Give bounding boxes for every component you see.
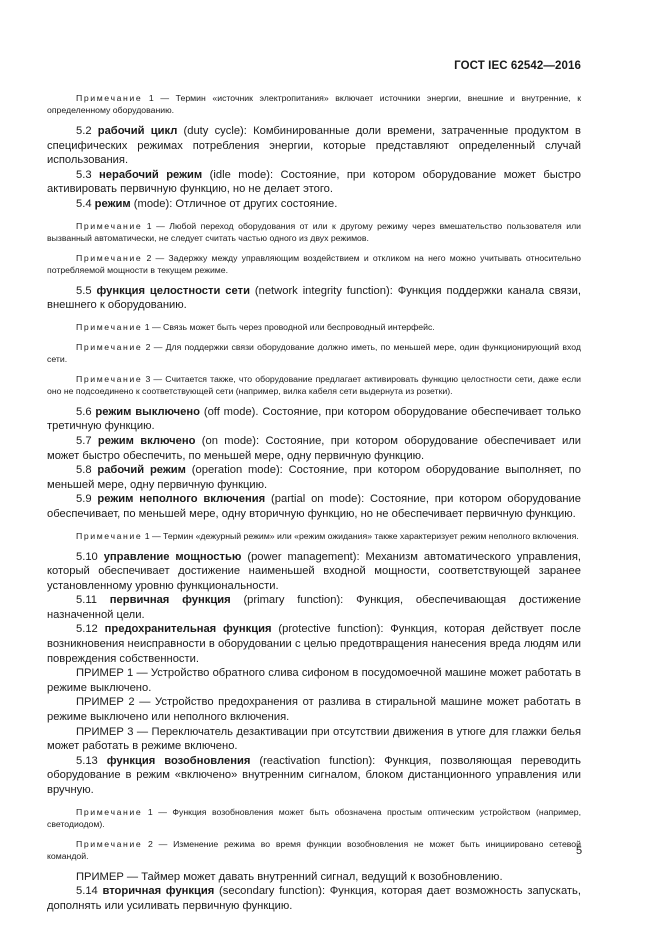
page-number: 5 xyxy=(576,845,583,857)
term-name: функция целостности сети xyxy=(96,284,250,297)
text-paragraph xyxy=(47,197,581,212)
text-run: 2 — Для поддержки связи оборудование должно иметь, по меньшей мере, один функционирующий вход сети. xyxy=(47,341,581,364)
text-run: (power management): Механизм автоматического управления, который обеспечивает достижение наименьшей входной мощности, соответствующей заранее установленному уровню функциональности. xyxy=(47,550,581,592)
text-run: (primary function): Функция, обеспечивающая достижение назначенной цели. xyxy=(47,594,581,621)
term-name: предохранительная функция xyxy=(104,623,272,636)
text-run: (protective function): Функция, которая действует после возникновения неисправности в оборудовании с целью предотвращения нанесения вреда людям или повреждения собственности. xyxy=(47,623,582,665)
term-name: режим включено xyxy=(97,434,196,447)
text-run: 3 — Считается также, что оборудование предлагает активировать функцию целостности сети, даже если оно не подсоединено к соответствующей сети (например, вилка кабеля сети выдернута из розетки). xyxy=(47,373,581,396)
text-run: ПРИМЕР 3 — Переключатель дезактивации при отсутствии движения в утюге для глажки белья может работать в режиме включено. xyxy=(47,725,581,753)
text-run: (reactivation function): Функция, позволяющая переводить оборудование в режим «включено» внутренним сигналом, блоком дистанционного управления или вручную. xyxy=(47,754,581,796)
text-run: 5.10 xyxy=(76,550,104,563)
standard-header: ГОСТ IEC 62542—2016 xyxy=(454,60,581,72)
term-name: режим xyxy=(94,197,131,210)
term-name: рабочий режим xyxy=(97,464,186,477)
text-run: 5.7 xyxy=(76,434,98,447)
text-paragraph xyxy=(47,593,581,622)
text-run: (secondary function): Функция, которая дает возможность запускать, дополнять или усиливать первичную функцию. xyxy=(47,885,581,912)
note-label: Примечание xyxy=(76,252,143,263)
text-paragraph xyxy=(47,284,581,313)
term-name: режим неполного включения xyxy=(97,493,266,506)
note-label: Примечание xyxy=(76,220,143,231)
text-paragraph xyxy=(47,666,581,695)
text-run: 5.3 xyxy=(76,168,99,181)
text-run: ПРИМЕР — Таймер может давать внутренний сигнал, ведущий к возобновлению. xyxy=(76,870,503,883)
text-run: ПРИМЕР 1 — Устройство обратного слива сифоном в посудомоечной машине может работать в режиме выключено. xyxy=(47,667,581,694)
text-paragraph xyxy=(47,492,581,521)
text-run: 5.5 xyxy=(76,284,97,297)
text-paragraph xyxy=(47,550,581,594)
term-name: нерабочий режим xyxy=(99,168,203,181)
text-run: 1 — Функция возобновления может быть обозначена простым оптическим устройством (например, светодиодом). xyxy=(47,806,581,829)
note-paragraph xyxy=(47,806,581,830)
note-label: Примечание xyxy=(76,530,143,541)
text-run: 1 — Связь может быть через проводной или беспроводный интерфейс. xyxy=(142,321,435,332)
note-label: Примечание xyxy=(76,321,143,332)
term-name: функция возобновления xyxy=(106,754,251,767)
note-label: Примечание xyxy=(76,373,143,384)
text-paragraph xyxy=(47,884,581,913)
text-paragraph xyxy=(47,622,581,666)
text-run: (off mode). Состояние, при котором оборудование обеспечивает только третичную функцию. xyxy=(47,405,581,433)
text-run: 5.8 xyxy=(76,464,98,477)
note-paragraph xyxy=(47,220,581,244)
term-name: рабочий цикл xyxy=(97,125,178,137)
text-run: 5.12 xyxy=(76,623,105,636)
note-paragraph xyxy=(47,252,581,276)
text-paragraph xyxy=(47,405,581,434)
text-run: 5.11 xyxy=(76,594,110,607)
note-label: Примечание xyxy=(76,93,143,103)
text-run: 2 — Задержку между управляющим воздействием и откликом на него можно учитывать относительно потребляемой мощности в текущем режиме. xyxy=(47,252,581,275)
note-label: Примечание xyxy=(76,806,143,817)
text-run: 1 — Термин «источник электропитания» включает источники энергии, внешние и внутренние, к определенному оборудованию. xyxy=(47,93,581,115)
text-run: (operation mode): Состояние, при котором оборудование выполняет, по меньшей мере, одну первичную функцию. xyxy=(47,464,582,491)
text-run: 5.2 xyxy=(76,125,98,137)
note-paragraph xyxy=(47,341,581,365)
text-paragraph xyxy=(47,168,581,197)
term-name: вторичная функция xyxy=(102,885,215,898)
text-paragraph xyxy=(47,124,581,168)
note-paragraph xyxy=(47,530,581,542)
text-run: 5.14 xyxy=(76,885,103,898)
text-paragraph xyxy=(47,463,581,492)
text-run: (network integrity function): Функция поддержки канала связи, внешнего к оборудованию. xyxy=(47,284,581,312)
text-run: 5.6 xyxy=(76,405,96,418)
text-paragraph xyxy=(47,695,581,724)
note-label: Примечание xyxy=(76,838,143,849)
text-run: 5.9 xyxy=(76,493,98,506)
term-name: первичная функция xyxy=(109,594,231,607)
term-name: режим выключено xyxy=(95,405,200,418)
text-run: 5.13 xyxy=(76,754,107,767)
note-paragraph xyxy=(47,321,581,333)
text-paragraph xyxy=(47,754,581,798)
text-run: 5.4 xyxy=(76,197,95,210)
note-paragraph xyxy=(47,373,581,397)
text-run: 1 — Термин «дежурный режим» или «режим ожидания» также характеризует режим неполного включения. xyxy=(142,530,579,541)
text-paragraph xyxy=(47,434,581,463)
text-run: 1 — Любой переход оборудования от или к другому режиму через вмешательство пользователя или вызванный автоматически, не следует считать частью одного из двух режимов. xyxy=(47,220,581,243)
text-run: (duty cycle): Комбинированные доли времени, затраченные продуктом в специфических режимах потребления энергии, которые представляют определенный случай использования. xyxy=(47,125,581,167)
text-run: ПРИМЕР 2 — Устройство предохранения от разлива в стиральной машине может работать в режиме выключено или неполного включения. xyxy=(47,696,581,724)
document-body xyxy=(47,92,581,913)
text-paragraph xyxy=(47,870,581,885)
note-paragraph xyxy=(47,838,581,862)
text-run: 2 — Изменение режима во время функции возобновления не может быть инициировано сетевой командой. xyxy=(47,838,581,861)
text-run: (partial on mode): Состояние, при котором оборудование обеспечивает, по меньшей мере, одну вторичную функцию, но не обеспечивает первичную функцию. xyxy=(47,493,581,520)
text-run: (on mode): Состояние, при котором оборудование обеспечивает или может быстро обеспечить, по меньшей мере, одну первичную функцию. xyxy=(47,434,581,462)
note-label: Примечание xyxy=(76,341,143,352)
term-name: управление мощностью xyxy=(103,550,242,563)
text-run: (mode): Отличное от других состояние. xyxy=(130,197,338,210)
text-paragraph xyxy=(47,725,581,754)
text-run: (idle mode): Состояние, при котором оборудование может быстро активировать первичную функцию, но не делает этого. xyxy=(47,168,581,196)
note-paragraph xyxy=(47,92,581,116)
